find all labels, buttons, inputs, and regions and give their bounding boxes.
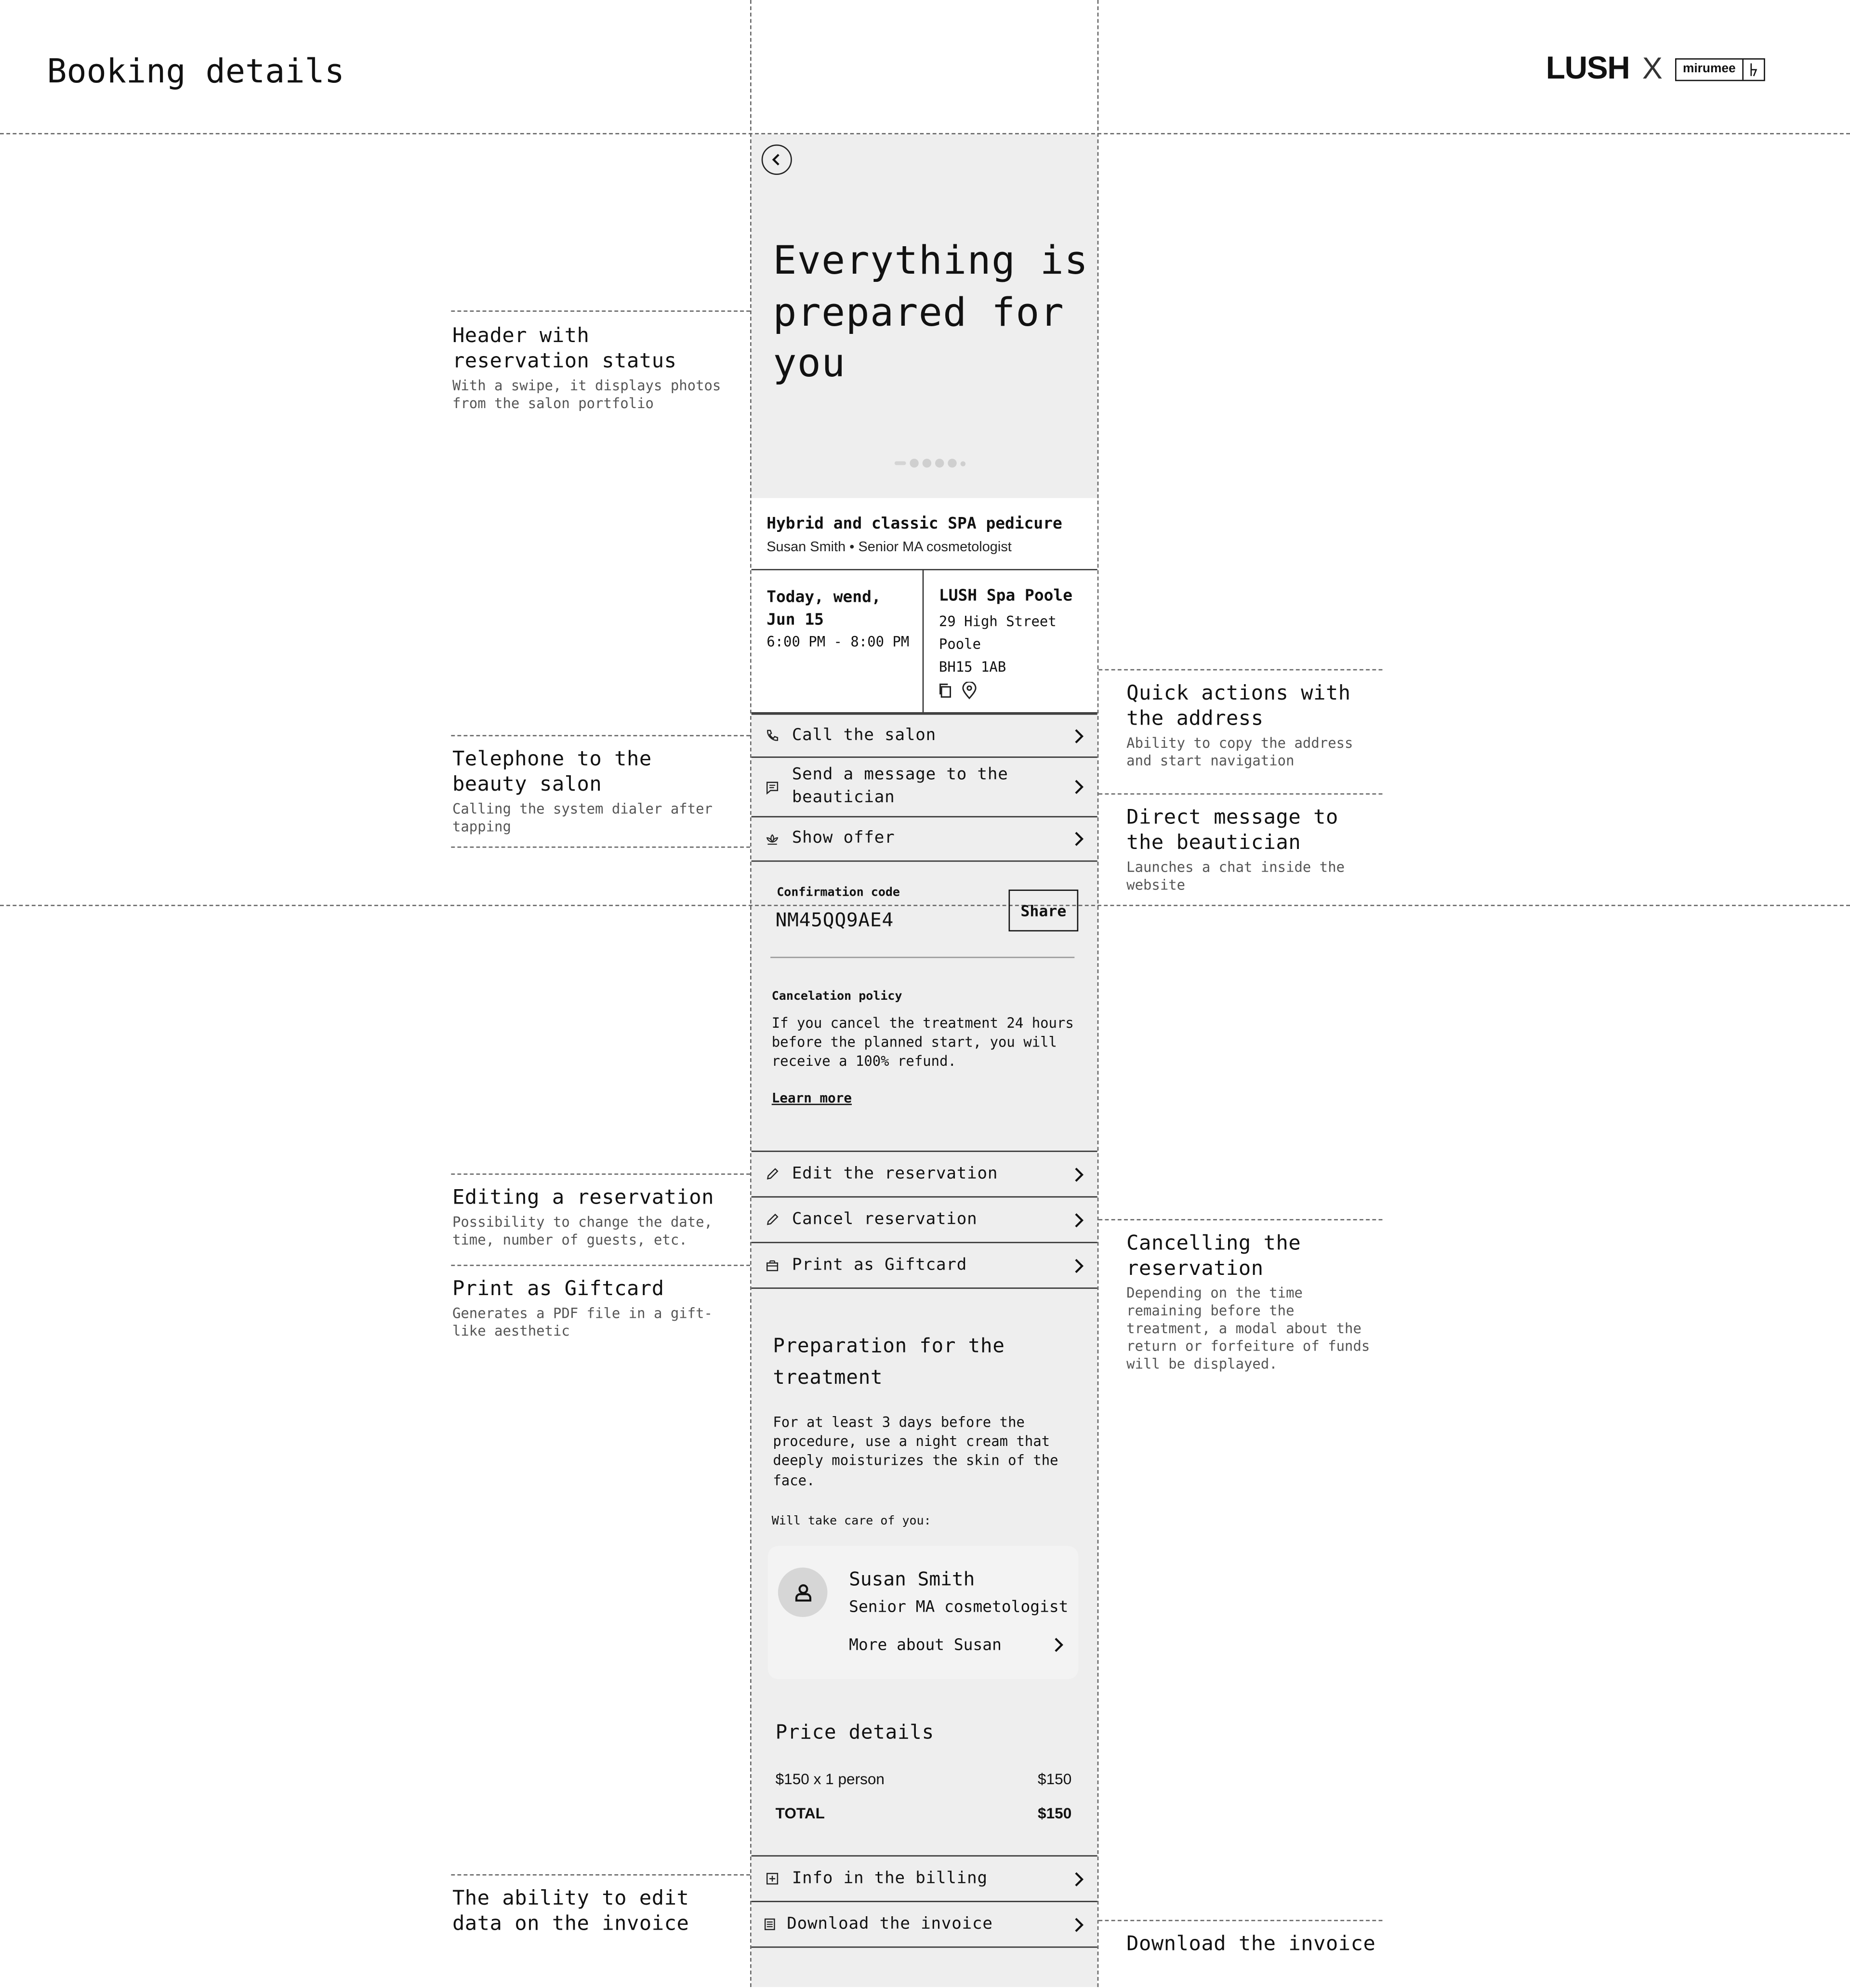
connector-line (1098, 793, 1382, 795)
chevron-right-icon (1059, 727, 1097, 744)
preparation-title: Preparation for the treatment (773, 1334, 1005, 1389)
service-info (752, 498, 1097, 570)
price-line-label: $150 x 1 person (775, 1770, 885, 1789)
call-salon-row[interactable] (752, 714, 1097, 758)
booking-date: Today, wend, Jun 15 (766, 586, 881, 629)
avatar (778, 1567, 828, 1617)
connector-line (1098, 1920, 1382, 1922)
show-offer-label: Show offer (792, 829, 895, 848)
partner-logo: mirumee (1675, 58, 1765, 80)
annotation-download: Download the invoice (1126, 1931, 1376, 1956)
chat-icon (752, 780, 792, 794)
download-invoice-row[interactable] (752, 1901, 1097, 1948)
connector-line (451, 1173, 750, 1175)
lotus-icon (752, 832, 792, 846)
share-button[interactable]: Share (1009, 889, 1079, 931)
chevron-right-icon (1059, 1870, 1097, 1888)
document-icon (752, 1917, 787, 1931)
service-staff: Susan Smith • Senior MA cosmetologist (766, 540, 1012, 555)
back-button[interactable] (762, 145, 792, 175)
chevron-right-icon (1059, 830, 1097, 848)
annotation-phone: Telephone to the beauty salon Calling the system dialer after tapping (452, 746, 713, 835)
guide-line (750, 0, 752, 1987)
copy-icon[interactable] (938, 683, 953, 699)
chevron-right-icon (1052, 1635, 1064, 1653)
total-value: $150 (1038, 1804, 1072, 1823)
cancel-reservation-row[interactable] (752, 1196, 1097, 1243)
connector-line (1098, 669, 1382, 671)
connector-line (451, 1874, 750, 1876)
confirmation-code: NM45QQ9AE4 (775, 908, 894, 932)
annotation-header: Header with reservation status With a swipe, it displays photos from the salon portfolio (452, 323, 721, 412)
salon-name: LUSH Spa Poole (938, 585, 1073, 605)
divider (770, 957, 1074, 958)
annotation-direct-message: Direct message to the beautician Launches a chat inside the website (1126, 805, 1345, 894)
chevron-right-icon (1059, 1257, 1097, 1274)
booking-summary (752, 570, 1097, 714)
hero-headline: Everything is prepared for you (773, 238, 1089, 387)
chevron-right-icon (1059, 1165, 1097, 1183)
guide-line (1097, 0, 1099, 1987)
guide-line (0, 133, 1850, 134)
cancel-reservation-label: Cancel reservation (792, 1209, 978, 1229)
price-title: Price details (775, 1721, 934, 1744)
policy-title: Cancelation policy (771, 990, 902, 1004)
annotation-cancel: Cancelling the reservation Depending on the time remaining before the treatment, a modal about the return or forfeiture of funds will be displayed. (1126, 1230, 1370, 1373)
edit-reservation-row[interactable] (752, 1151, 1097, 1197)
brand-separator: X (1642, 51, 1663, 86)
confirmation-label: Confirmation code (777, 886, 900, 900)
print-giftcard-row[interactable] (752, 1242, 1097, 1288)
salon-address: 29 High Street Poole BH15 1AB (938, 613, 1057, 676)
specialist-card (768, 1546, 1078, 1679)
preparation-text: For at least 3 days before the procedure, use a night cream that deeply moisturizes the skin of the face. (773, 1414, 1058, 1489)
chevron-right-icon (1059, 1211, 1097, 1229)
service-name: Hybrid and classic SPA pedicure (766, 513, 1062, 532)
page-title: Booking details (47, 53, 344, 92)
booking-time: 6:00 PM - 8:00 PM (766, 634, 910, 650)
specialist-role: Senior MA cosmetologist (849, 1596, 1069, 1616)
specialist-name: Susan Smith (849, 1567, 975, 1590)
gift-icon (752, 1259, 792, 1272)
billing-info-row[interactable] (752, 1855, 1097, 1902)
chevron-right-icon (1059, 1915, 1097, 1933)
more-about-link[interactable] (849, 1635, 1064, 1654)
policy-text: If you cancel the treatment 24 hours before the planned start, you will receive a 100% refund. (771, 1015, 1074, 1070)
more-about-label: More about Susan (849, 1634, 1002, 1654)
guide-line (0, 905, 1850, 906)
divider (923, 570, 924, 713)
plus-box-icon (752, 1872, 792, 1886)
brand-lockup (1546, 51, 1765, 87)
show-offer-row[interactable] (752, 816, 1097, 862)
partner-mark-icon (1742, 59, 1764, 79)
annotation-edit: Editing a reservation Possibility to change the date, time, number of guests, etc. (452, 1185, 714, 1248)
annotation-print: Print as Giftcard Generates a PDF file in a gift-like aesthetic (452, 1276, 713, 1340)
learn-more-link[interactable]: Learn more (771, 1091, 852, 1107)
message-beautician-row[interactable] (752, 756, 1097, 817)
care-label: Will take care of you: (771, 1514, 931, 1528)
pencil-icon (752, 1213, 792, 1227)
connector-line (451, 310, 750, 312)
user-icon (793, 1582, 813, 1603)
connector-line (451, 1265, 750, 1266)
chevron-left-icon (769, 152, 784, 168)
connector-line (1098, 1219, 1382, 1220)
carousel-dots[interactable] (895, 459, 965, 467)
download-invoice-label: Download the invoice (787, 1914, 993, 1934)
connector-line (451, 847, 750, 848)
message-beautician-label: Send a message to the beautician (792, 765, 1008, 808)
phone-icon (752, 729, 792, 742)
print-giftcard-label: Print as Giftcard (792, 1255, 967, 1274)
connector-line (451, 735, 750, 736)
billing-info-label: Info in the billing (792, 1869, 988, 1888)
chevron-right-icon (1059, 778, 1097, 796)
map-pin-icon[interactable] (962, 682, 977, 700)
edit-reservation-label: Edit the reservation (792, 1164, 998, 1183)
annotation-quick-actions: Quick actions with the address Ability to copy the address and start navigation (1126, 680, 1353, 769)
call-salon-label: Call the salon (792, 725, 937, 745)
price-line-value: $150 (1038, 1770, 1072, 1789)
annotation-invoice-edit: The ability to edit data on the invoice (452, 1885, 689, 1935)
pencil-icon (752, 1167, 792, 1181)
total-label: TOTAL (775, 1804, 825, 1823)
brand-logo: LUSH (1546, 51, 1630, 86)
